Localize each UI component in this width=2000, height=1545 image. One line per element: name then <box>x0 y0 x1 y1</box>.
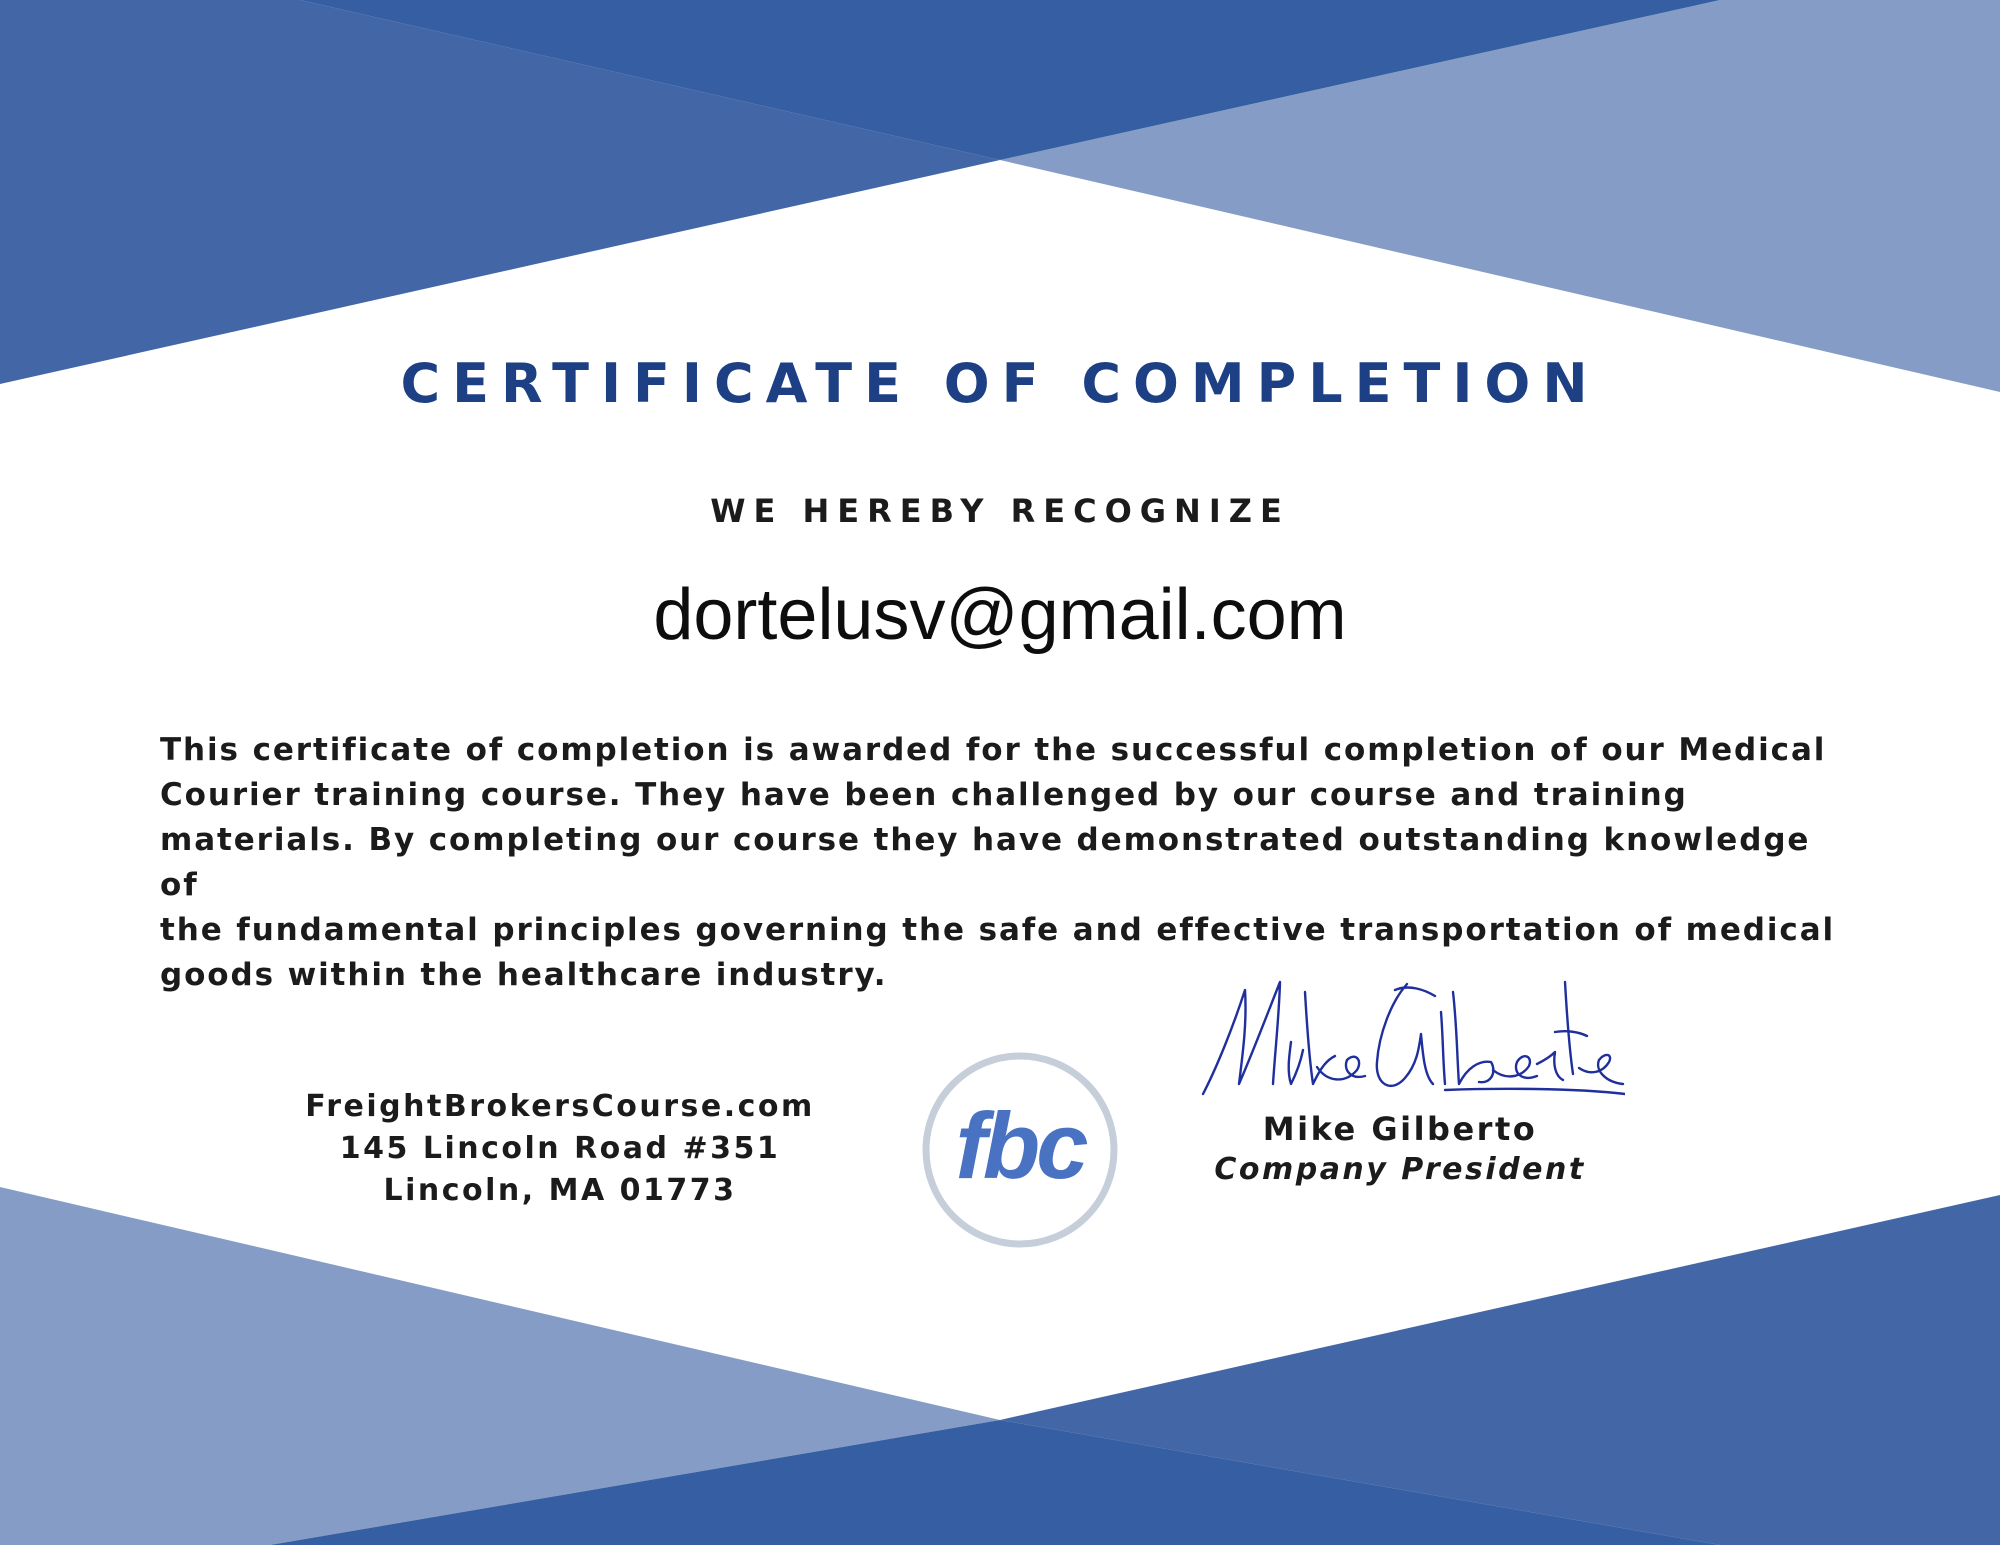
issuer-city: Lincoln, MA 01773 <box>383 1173 737 1208</box>
issuer-street: 145 Lincoln Road #351 <box>339 1131 781 1166</box>
logo-text: fbc <box>955 1093 1085 1198</box>
body-line: Courier training course. They have been challenged by our course and training <box>160 777 1688 813</box>
issuer-address <box>230 1086 890 1212</box>
certificate-title: CERTIFICATE OF COMPLETION <box>400 352 1600 415</box>
recognize-label: WE HEREBY RECOGNIZE <box>710 492 1290 530</box>
body-line: the fundamental principles governing the safe and effective transportation of medical <box>160 912 1836 948</box>
body-line: materials. By completing our course they have demonstrated outstanding knowledge of <box>160 822 1811 903</box>
recipient-name: dortelusv@gmail.com <box>653 575 1347 655</box>
signer-name: Mike Gilberto <box>1262 1110 1538 1148</box>
body-line: goods within the healthcare industry. <box>160 957 888 993</box>
signature-image <box>1195 972 1625 1102</box>
body-line: This certificate of completion is awarded for the successful completion of our Medical <box>160 732 1827 768</box>
fbc-logo <box>922 1052 1118 1248</box>
signer-title: Company President <box>1214 1152 1586 1187</box>
issuer-website: FreightBrokersCourse.com <box>305 1089 815 1124</box>
certificate-body <box>160 728 1850 998</box>
